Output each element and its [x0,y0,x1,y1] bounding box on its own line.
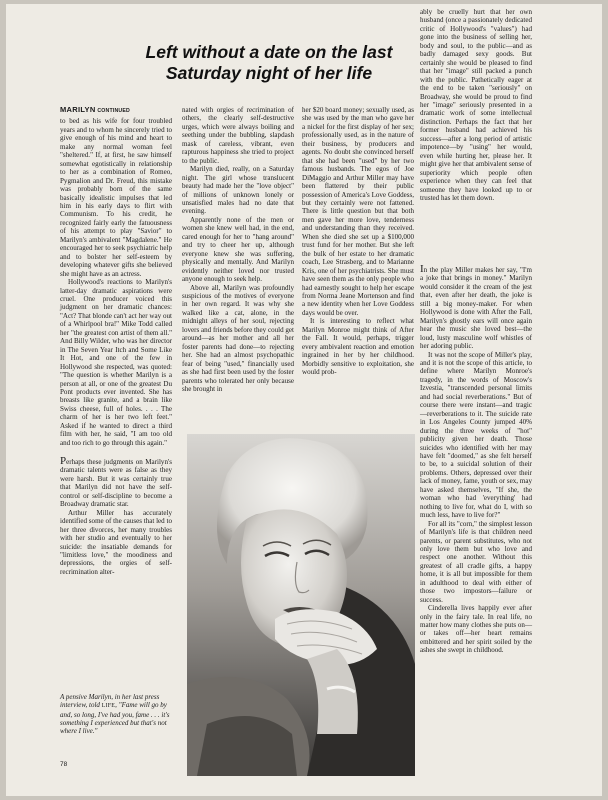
column-4 [420,8,532,202]
col4-paragraph-1: ably be cruelly hurt that her own husband (once a passionately dedicated critic of Hollywood's "values") had gone into the business of selling her, body and soul, to the public—and as badly damaged sexy goods. But certainly she would be pleased to find that her "image" still packed a punch with the public. Pathetically eager at the end to be taken "seriously" on Broadway, she would be proud to find her "image" seriously presented in a dramatic work of some intellectual distinction. Perhaps the fact that her former husband had achieved his success—after a long period of artistic impotence—by "using" her would, even while hurting her, please her. It might give her that ambivalent sense of superiority which people often experience when they can feel that someone they have looked up to or trusted has let them down. [420,8,532,202]
col1-paragraph-3 [60,457,172,509]
col3-paragraph-1: her $20 board money; sexually used, as she was used by the man who gave her a nickel for the first display of her sex; professionally used, as in the nature of their business, by producers and agents. No doubt she convinced herself that she had been "used" by her two famous husbands. The egos of Joe DiMaggio and Arthur Miller may have been flattered by their public possession of America's Love Goddess, but they certainly were not fattened. There is little question but that both men gave her more love, tenderness and understanding than they received. When she died she set up a $100,000 trust fund for her mother. But she left the bulk of her estate to her dramatic coach, Lee Strasberg, and to Marianne Kris, one of her psychiatrists. She must have seen them as the only people who had earnestly sought to help her escape from Norma Jeane Mortenson and find a new identity when her Love Goddess days would be over. [302,106,414,317]
kicker [60,106,172,115]
kicker-name: MARILYN [60,105,96,114]
column-3 [302,106,414,377]
col2-paragraph-3: Apparently none of the men or women she knew well had, in the end, cared enough for her to "hang around" and try to cheer her up, although everyone knew she was suffering, physically and mentally. And Marilyn evidently neither loved nor trusted anyone enough to seek help. [182,215,294,284]
col2-paragraph-4: Above all, Marilyn was profoundly suspicious of the motives of everyone in her own regard. It was why she walked like a cat, alone, in the midnight alleys of her soul, rejecting lovers and friends before they could get around—as her mother and all her foster parents had done—to rejecting her. She had an almost psychopathic fear of being "used," financially used as she had first been used by the foster parents who tolerated her only because she brought in [182,283,294,393]
col4-paragraph-4: For all its "corn," the simplest lesson of Marilyn's life is that children need parents, or parent substitutes, who not only love them but who love and respect one another. Without this greatest of all cradle gifts, a happy home, it is all but impossible for them in adulthood to deal with either of those two impostors—failure or success. [420,519,532,604]
column-2 [182,106,294,393]
marilyn-photograph [187,434,415,776]
col2-paragraph-1: nated with orgies of recrimination of others, the clearly self-destructive urges, which were always boiling and seething under the bubbling, slapdash mask of careless, vibrant, even rapturous happiness she tried to project to the public. [182,106,294,165]
magazine-page [6,4,602,796]
caption-magazine-name: LIFE [101,703,116,710]
col1-paragraph-4: Arthur Miller has accurately identified some of the causes that led to her three divorces, her many troubles with her studio and eventually to her suicide: the insatiable demands for "limitless love," the moodiness and depressions, the orgies of self-recrimination alter- [60,508,172,576]
col4-paragraph-5: Cinderella lives happily ever after only in the fairy tale. In real life, no matter how many clothes she puts on—or takes off—her heart remains embittered and her spirit soiled by the ashes she swept in childhood. [420,604,532,655]
col4-initial: I [420,263,424,275]
col3-paragraph-2: It is interesting to reflect what Marilyn Monroe might think of After the Fall. It would, perhaps, trigger every ambivalent reaction and emotion ingrained in her by her childhood. Morbidly sensitive to exploitation, she would prob- [302,317,414,377]
col1-initial: P [60,455,67,467]
column-1 [60,106,172,447]
col1-paragraph-1: to bed as his wife for four troubled years and to whom he sincerely tried to give enough of his mind and heart to make any normal woman feel "sheltered." If, at first, he saw himself somewhat egotistically in relationship to her as a combination of Romeo, Pygmalion and Dr. Freud, this mistake was probably born of the same basically idealistic impulses that led him in his early days to flirt with Communism. To his credit, he recognized fairly early the fatuousness of his attempt to play "Savior" to Marilyn's ambivalent "Magdalene." He encouraged her to seek psychiatric help and to bolster her self-esteem by developing whatever gifts she believed she might have as an actress. [60,117,172,278]
kicker-suffix: CONTINUED [97,108,130,114]
column-4-lower [420,265,532,655]
col4-paragraph-2-text: n the play Miller makes her say, "I'm a joke that brings in money." Marilyn would consider it the cream of the jest that, even after her death, the joke is still a big money-maker. For when Hollywood is done with After the Fall, Marilyn's ghostly ears will once again hear the music she loved best—the loud, lusty masculine wolf whistles of her adoring public. [420,266,532,351]
col2-paragraph-2: Marilyn died, really, on a Saturday night. The girl whose translucent beauty had made her the "love object" of millions of unknown lonely or unsatisfied males had no date that evening. [182,165,294,216]
page-number: 78 [60,761,68,768]
caption-text: A pensive Marilyn, in her last press interview, told [60,693,160,710]
headline-line-2: Saturday night of her life [165,63,373,83]
col4-paragraph-2 [420,265,532,351]
photo-caption [60,693,177,735]
headline [104,42,434,84]
col4-paragraph-3: It was not the scope of Miller's play, and it is not the scope of this article, to define where Marilyn Monroe's tragedy, in the words of Moscow's Izvestia, "transcended personal limits and had social reverberations." But of course there were instant—and tragic—reverberations to it. The suicide rate in Los Angeles County jumped 40% during the three weeks of "hot" publicity given her death. Those suicides who identified with her may have felt "doomed," as she felt herself to be, to a suicidal solution of their problems. Others, depressed over their lack of money, fame, youth or sex, may have asked themselves, "If she, the woman who had 'everything' had nothing to live for, what do I, with so much less, have to live for?" [420,350,532,520]
col1-paragraph-2: Hollywood's reactions to Marilyn's latter-day dramatic aspirations were cruel. One producer voiced this judgment on her dramatic chances: "Act? That blonde can't act her way out of a Whirlpool bra!" Mike Todd called her "the greatest con artist of them all." And Billy Wilder, who was her director in The Seven Year Itch and Some Like It Hot, and one of the few in Hollywood she respected, was quoted: "The question is whether Marilyn is a person at all, or one of the greatest Du Pont products ever invented. She has breasts like granite, and a brain like Swiss cheese, full of holes. . . . The charm of her is her two left feet." Asked if he wanted to direct a third film with her, he said, "I am too old and too rich to go through this again." [60,278,172,447]
column-1-lower [60,457,172,576]
col1-paragraph-3-text: erhaps these judgments on Marilyn's dramatic talents were as false as they were harsh. But it was certainly true that Marilyn did not have the self-control or self-discipline to become a Broadway dramatic star. [60,458,172,509]
caption-quote: , "Fame will go by and, so long, I've had you, fame . . . it's something I experienced but that's not where I live." [60,701,170,736]
headline-line-1: Left without a date on the last [145,42,393,62]
